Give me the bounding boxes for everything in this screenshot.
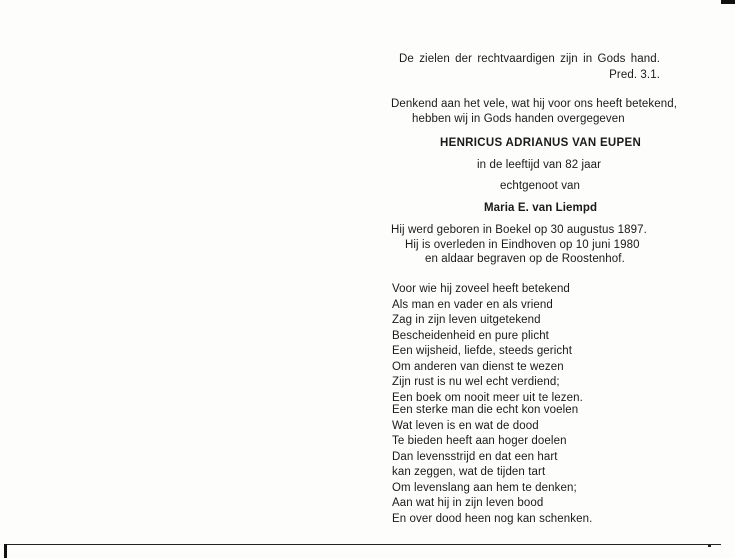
intro-line-1: Denkend aan het vele, wat hij voor ons heeft betekend, [391, 98, 678, 110]
poem-line: Aan wat hij in zijn leven bood [392, 497, 544, 509]
spouse-name: Maria E. van Liempd [484, 202, 598, 214]
birth-line: Hij werd geboren in Boekel op 30 augustus 1897. [391, 224, 647, 236]
poem-stanza-1 [392, 282, 583, 406]
poem-line: Zag in zijn leven uitgetekend [392, 314, 541, 326]
poem-line: Een wijsheid, liefde, steeds gericht [392, 345, 573, 357]
age-line: in de leeftijd van 82 jaar [477, 159, 602, 171]
corner-mark-bottom-left [4, 544, 7, 558]
poem-line: Als man en vader en als vriend [392, 298, 553, 311]
corner-mark-top-right [721, 0, 735, 4]
poem-line: Een sterke man die echt kon voelen [392, 404, 579, 416]
bottom-rule [4, 544, 721, 545]
poem-line: Een boek om nooit meer uit te lezen. [392, 391, 583, 404]
poem-line: Bescheidenheid en pure plicht [392, 329, 549, 342]
poem-line: Wat leven is en wat de dood [392, 419, 539, 432]
burial-line: en aldaar begraven op de Roostenhof. [425, 253, 625, 265]
poem-line: En over dood heen nog kan schenken. [392, 512, 593, 525]
poem-line: kan zeggen, wat de tijden tart [392, 466, 546, 478]
scripture-reference: Pred. 3.1. [609, 69, 660, 81]
bottom-tick-right [708, 544, 711, 547]
poem-line: Te bieden heeft aan hoger doelen [392, 435, 567, 447]
intro-line-2: hebben wij in Gods handen overgegeven [412, 113, 625, 125]
poem-line: Om levenslang aan hem te denken; [392, 481, 577, 494]
poem-line: Dan levensstrijd en dat een hart [392, 450, 558, 463]
poem-line: Zijn rust is nu wel echt verdiend; [392, 376, 560, 388]
death-line: Hij is overleden in Eindhoven op 10 juni 1980 [405, 239, 640, 251]
scripture-quote: De zielen der rechtvaardigen zijn in Gods hand. [399, 53, 660, 65]
deceased-name: HENRICUS ADRIANUS VAN EUPEN [440, 137, 642, 149]
poem-line: Voor wie hij zoveel heeft betekend [392, 283, 570, 295]
spouse-intro: echtgenoot van [500, 180, 581, 192]
poem-stanza-2 [392, 403, 592, 527]
poem-line: Om anderen van dienst te wezen [392, 360, 564, 373]
